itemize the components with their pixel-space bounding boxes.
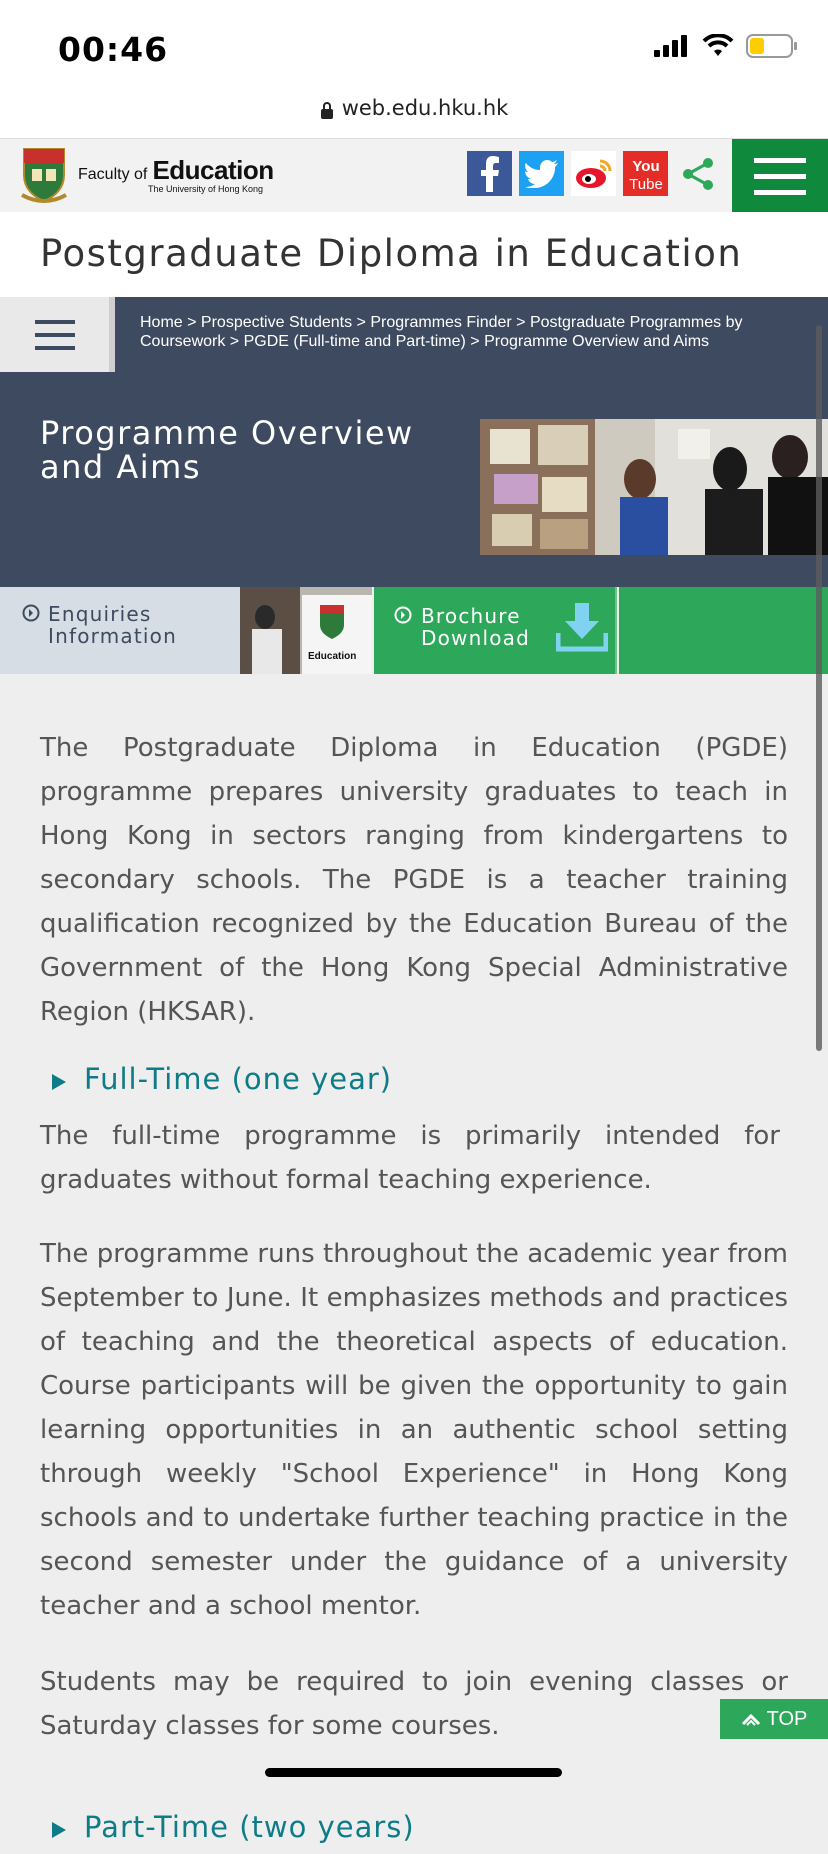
weibo-icon[interactable] [571, 151, 616, 196]
social-links [467, 151, 720, 196]
scrollbar[interactable] [816, 325, 822, 1051]
twitter-icon[interactable] [519, 151, 564, 196]
triangle-right-icon [52, 1822, 66, 1838]
quick-links-filler [619, 587, 828, 674]
breadcrumb[interactable]: Home > Prospective Students > Programmes Finder > Postgraduate Programmes by Coursework > PGDE (Full-time and Part-time) > Programme Overview and Aims [140, 314, 743, 350]
arrow-circle-icon [22, 604, 40, 622]
brochure-download-link[interactable] [374, 587, 617, 674]
back-to-top-label: TOP [766, 1707, 808, 1730]
part-time-heading[interactable] [40, 1810, 788, 1854]
battery-icon [746, 34, 798, 58]
url-text: web.edu.hku.hk [341, 96, 509, 120]
logo-faculty-of: Faculty of [78, 165, 148, 183]
download-icon [556, 603, 608, 653]
youtube-label-bottom: Tube [628, 175, 663, 193]
page-title: Postgraduate Diploma in Education [40, 232, 743, 275]
enquiries-link[interactable] [0, 587, 240, 674]
hamburger-line [754, 158, 806, 163]
hero-title: Programme Overview and Aims [40, 414, 414, 486]
back-to-top-button[interactable] [720, 1699, 828, 1739]
page-title-bar [0, 212, 828, 297]
signal-icon [654, 35, 690, 57]
wifi-icon [702, 34, 734, 58]
full-time-heading-label: Full-Time (one year) [84, 1062, 393, 1096]
full-time-paragraph-2: The programme runs throughout the academic year from September to June. It emphasizes methods and practices of teaching and the theoretical aspects of education. Course participants will be given the opportunity to gain learning opportunities in an authentic school setting through weekly "School Experience" in Hong Kong schools and to undertake further teaching practice in the second semester under the guidance of a university teacher and a school mentor. [40, 1239, 788, 1621]
intro-paragraph: The Postgraduate Diploma in Education (PGDE) programme prepares university graduates to teach in Hong Kong in sectors ranging from kindergartens to secondary schools. The PGDE is a teacher training qualification recognized by the Education Bureau of the Government of the Hong Kong Special Administrative Region (HKSAR). [40, 733, 788, 1027]
full-time-paragraph-1: The full-time programme is primarily intended for graduates without formal teaching experience. [40, 1121, 780, 1195]
full-time-paragraph-3: Students may be required to join evening classes or Saturday classes for some courses. [40, 1667, 788, 1741]
enquiries-label: Enquiries Information [48, 602, 177, 648]
hamburger-line [754, 174, 806, 179]
status-icons [654, 34, 798, 58]
main-menu-button[interactable] [732, 139, 828, 213]
logo-university: The University of Hong Kong [148, 183, 264, 194]
address-bar[interactable] [0, 90, 828, 138]
faculty-photo [240, 587, 372, 674]
section-menu-button[interactable] [0, 297, 115, 372]
svg-text:Education: Education [308, 651, 357, 662]
youtube-icon[interactable] [623, 151, 668, 196]
lock-icon [320, 102, 334, 119]
youtube-label-top: You [631, 157, 660, 175]
hamburger-line [35, 333, 75, 337]
triangle-right-icon [52, 1074, 66, 1090]
part-time-heading-label: Part-Time (two years) [84, 1810, 415, 1844]
chevron-up-icon [741, 1712, 761, 1726]
quick-links [0, 587, 828, 674]
hamburger-line [754, 190, 806, 195]
site-header [0, 138, 828, 212]
hero-banner [0, 372, 828, 587]
hku-crest-icon [18, 145, 70, 205]
status-time: 00:46 [58, 30, 169, 69]
hero-photo [480, 419, 828, 555]
hamburger-line [35, 320, 75, 324]
brochure-label: Brochure Download [421, 604, 531, 650]
status-bar [0, 0, 828, 90]
hamburger-line [35, 346, 75, 350]
logo-education: Education [152, 154, 274, 185]
home-indicator[interactable] [265, 1768, 562, 1777]
faculty-logo[interactable] [18, 145, 274, 205]
arrow-circle-icon [394, 606, 412, 624]
share-icon[interactable] [675, 151, 720, 196]
breadcrumb-band [0, 297, 828, 372]
facebook-icon[interactable] [467, 151, 512, 196]
full-time-heading[interactable] [40, 1062, 788, 1106]
